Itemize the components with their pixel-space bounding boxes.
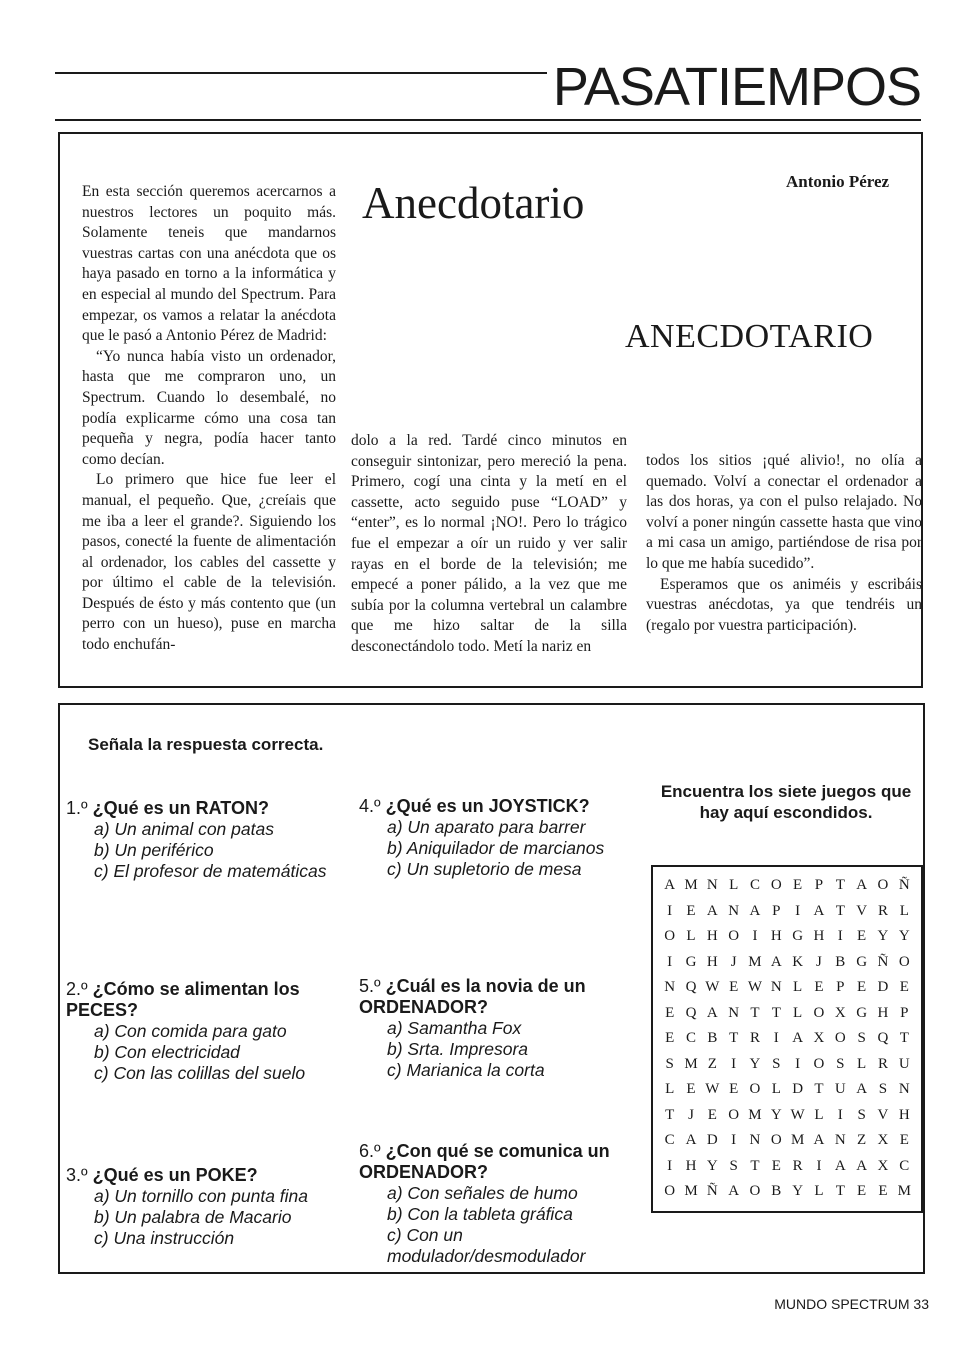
wordsearch-cell: A [813,1132,825,1149]
wordsearch-cell: G [685,953,697,970]
wordsearch-cell: A [664,877,676,894]
article-paragraph: En esta sección queremos acercarnos a nuestros lectores un poquito más. Solamente teneis que mandarnos vuestras cartas con una anécdota que os haya pasado en torno a la informática y en especial al mundo del Spectrum. Para empezar, os vamos a relatar la anécdota que le pasó a Antonio Pérez de Madrid: [82,183,336,345]
wordsearch-cell: D [877,979,889,996]
wordsearch-row [659,975,915,1001]
wordsearch-cell: A [706,1004,718,1021]
wordsearch-cell: X [877,1157,889,1174]
wordsearch-row [659,1052,915,1078]
wordsearch-cell: T [750,1004,760,1021]
wordsearch-cell: T [665,1106,675,1123]
wordsearch-cell: M [748,1106,762,1123]
wordsearch-row [659,1077,915,1103]
wordsearch-cell: I [667,1157,673,1174]
wordsearch-cell: G [856,953,868,970]
answer-option: b) Con electricidad [94,1042,240,1062]
wordsearch-cell: N [898,1081,910,1098]
wordsearch-cell: K [792,953,804,970]
wordsearch-cell: T [835,877,845,894]
answer-option: c) Marianica la corta [387,1060,545,1080]
wordsearch-cell: O [770,1132,782,1149]
wordsearch-cell: A [728,1183,740,1200]
wordsearch-cell: C [685,1030,696,1047]
wordsearch-row [659,873,915,899]
wordsearch-cell: T [835,902,845,919]
wordsearch-cell: Y [792,1183,804,1200]
wordsearch-cell: L [793,1004,803,1021]
wordsearch-cell: A [792,1030,804,1047]
article-paragraph: Esperamos que os animéis y escribáis vuestras anécdotas, ya que tendréis un (regalo por vuestra participación). [646,575,922,634]
answer-option: b) Un periférico [94,840,214,860]
wordsearch-cell: E [771,1157,781,1174]
wordsearch-cell: J [730,953,737,970]
wordsearch-cell: O [728,928,740,945]
wordsearch-cell: R [877,902,888,919]
wordsearch-cell: S [878,1081,888,1098]
wordsearch-cell: L [814,1183,824,1200]
wordsearch-row [659,950,915,976]
wordsearch-cell: S [665,1055,674,1072]
wordsearch-cell: I [667,953,673,970]
wordsearch-row [659,924,915,950]
wordsearch-cell: R [792,1157,803,1174]
wordsearch-cell: H [813,928,825,945]
wordsearch-cell: U [834,1081,846,1098]
section-title: PASATIEMPOS [547,60,921,114]
article-author: Antonio Pérez [786,172,890,191]
wordsearch-cell: W [790,1106,805,1123]
wordsearch-cell: E [729,979,739,996]
wordsearch-cell: S [729,1157,738,1174]
wordsearch-cell: E [686,902,696,919]
wordsearch-cell: Q [685,979,697,996]
article-paragraph: Lo primero que hice fue leer el manual, el pequeño. Que, ¿creíais que me iba a leer el grande?. Siguiendo los pasos, conecté la fuente de alimentación al ordenador, los cables del cassette y por último el cable de la televisión. Después de ésto y más contento que (un perro con un hueso), puse en marcha todo enchufán- [82,471,336,654]
wordsearch-cell: J [688,1106,694,1123]
question-text: 1.º ¿Qué es un RATON? [66,798,269,818]
wordsearch-cell: O [749,1081,761,1098]
wordsearch-cell: N [749,1132,761,1149]
answer-option: a) Un tornillo con punta fina [94,1186,309,1206]
wordsearch-cell: N [770,979,782,996]
wordsearch-cell: O [834,1030,846,1047]
wordsearch-cell: Y [749,1055,761,1072]
wordsearch-cell: M [748,953,762,970]
wordsearch-cell: X [834,1004,846,1021]
wordsearch-cell: L [729,877,739,894]
wordsearch-row [659,1154,915,1180]
wordsearch-cell: C [899,1157,910,1174]
wordsearch-cell: P [772,902,781,919]
article-column-1 [82,182,336,656]
wordsearch-cell: A [685,1132,697,1149]
wordsearch-cell: S [857,1106,866,1123]
wordsearch-cell: L [899,902,909,919]
quiz-question-6 [359,1141,644,1267]
wordsearch-row [659,1026,915,1052]
answer-option: c) Un supletorio de mesa [387,859,582,879]
wordsearch-cell: M [684,1055,698,1072]
wordsearch-cell: X [877,1132,889,1149]
wordsearch-cell: Y [898,928,910,945]
wordsearch-cell: M [897,1183,911,1200]
quiz-question-2 [66,979,351,1084]
wordsearch-cell: X [813,1030,825,1047]
wordsearch-cell: P [900,1004,909,1021]
wordsearch-cell: G [856,1004,868,1021]
article-paragraph: dolo a la red. Tardé cinco minutos en conseguir sintonizar, pero mereció la pena. Primero, cogí una cinta y la metí en el cassette, acto seguido puse “LOAD” y “enter”, es lo normal ¡NO!. Pero lo trágico fue el empezar a oír un ruido y ver salir rayas en el borde de la televisión; me empecé a poner pálido, a la vez que me subía por la columna vertebral un calambre que me hizo saltar de la silla desconectándolo todo. Metí la nariz en [351,432,627,655]
answer-option: c) Con las colillas del suelo [94,1063,306,1083]
wordsearch-cell: L [665,1081,675,1098]
wordsearch-cell: E [729,1081,739,1098]
answer-option: b) Aniquilador de marcianos [387,838,605,858]
wordsearch-cell: N [728,1004,740,1021]
wordsearch-cell: E [665,1004,675,1021]
wordsearch-cell: T [899,1030,909,1047]
wordsearch-cell: L [771,1081,781,1098]
wordsearch-cell: N [664,979,676,996]
wordsearch-cell: E [857,979,867,996]
wordsearch-cell: A [749,902,761,919]
wordsearch-cell: V [877,1106,889,1123]
question-text: 2.º ¿Cómo se alimentan los PECES? [66,979,300,1020]
wordsearch-cell: V [856,902,868,919]
wordsearch-cell: I [731,1132,737,1149]
wordsearch-cell: A [856,1157,868,1174]
wordsearch-cell: O [898,953,910,970]
wordsearch-cell: O [813,1004,825,1021]
question-text: 3.º ¿Qué es un POKE? [66,1165,258,1185]
wordsearch-cell: A [813,902,825,919]
wordsearch-cell: T [814,1081,824,1098]
wordsearch-cell: O [664,928,676,945]
wordsearch-cell: Y [706,1157,718,1174]
wordsearch-cell: L [686,928,696,945]
answer-option: a) Un animal con patas [94,819,274,839]
wordsearch-row [659,899,915,925]
wordsearch-cell: E [665,1030,675,1047]
header-rule-bottom [55,119,921,121]
wordsearch-cell: E [814,979,824,996]
wordsearch-cell: H [706,953,718,970]
wordsearch-cell: W [747,979,763,996]
wordsearch-cell: N [728,902,740,919]
answer-option: c) Una instrucción [94,1228,235,1248]
wordsearch-cell: P [836,979,845,996]
wordsearch-cell: O [749,1183,761,1200]
quiz-title: Señala la respuesta correcta. [88,735,324,754]
wordsearch-cell: Z [707,1055,717,1072]
wordsearch-cell: E [686,1081,696,1098]
wordsearch-cell: M [790,1132,805,1149]
wordsearch-cell: N [706,877,718,894]
wordsearch-cell: M [684,877,698,894]
wordsearch-cell: D [706,1132,718,1149]
wordsearch-cell: A [770,953,782,970]
wordsearch-cell: H [706,928,718,945]
wordsearch-cell: U [898,1055,910,1072]
wordsearch-cell: H [770,928,782,945]
answer-option: a) Samantha Fox [387,1018,522,1038]
wordsearch-cell: S [772,1055,781,1072]
wordsearch-cell: Y [770,1106,782,1123]
wordsearch-row [659,1128,915,1154]
wordsearch-cell: O [813,1055,825,1072]
wordsearch-cell: C [664,1132,675,1149]
wordsearch-cell: H [685,1157,697,1174]
wordsearch-cell: Q [685,1004,697,1021]
wordsearch-cell: I [773,1030,779,1047]
wordsearch-cell: R [877,1055,888,1072]
wordsearch-cell: L [814,1106,824,1123]
wordsearch-cell: I [837,928,843,945]
wordsearch-cell: O [877,877,889,894]
answer-option: a) Con señales de humo [387,1183,578,1203]
answer-option: b) Srta. Impresora [387,1039,529,1059]
wordsearch-cell: S [857,1030,866,1047]
wordsearch-cell: Z [857,1132,867,1149]
wordsearch-grid [651,865,923,1213]
wordsearch-cell: E [707,1106,717,1123]
wordsearch-cell: B [707,1030,718,1047]
wordsearch-cell: E [857,1183,867,1200]
answer-option: b) Un palabra de Macario [94,1207,292,1227]
wordsearch-cell: H [898,1106,910,1123]
question-text: 5.º ¿Cuál es la novia de un ORDENADOR? [359,976,586,1017]
wordsearch-cell: Ñ [706,1183,718,1200]
wordsearch-cell: I [667,902,673,919]
article-title: Anecdotario [362,178,585,228]
question-text: 6.º ¿Con qué se comunica un ORDENADOR? [359,1141,610,1182]
answer-option: a) Con comida para gato [94,1021,287,1041]
answer-option: c) Con un modulador/desmodulador [387,1225,586,1266]
wordsearch-cell: E [793,877,803,894]
wordsearch-row [659,1103,915,1129]
wordsearch-cell: T [835,1183,845,1200]
article-paragraph: “Yo nunca había visto un ordenador, hasta que me compraron uno, un Spectrum. Cuando lo desembalé, no podía explicarme cómo una cosa tan pequeña y negra, podía hacer tanto como decían. [82,347,336,468]
wordsearch-row [659,1001,915,1027]
wordsearch-cell: E [899,1132,909,1149]
wordsearch-cell: T [750,1157,760,1174]
wordsearch-cell: T [729,1030,739,1047]
wordsearch-cell: J [816,953,822,970]
wordsearch-cell: S [836,1055,845,1072]
wordsearch-cell: H [877,1004,889,1021]
wordsearch-cell: C [749,877,760,894]
wordsearch-cell: I [795,1055,801,1072]
wordsearch-row [659,1179,915,1205]
wordsearch-cell: P [814,877,824,894]
wordsearch-cell: B [835,953,846,970]
wordsearch-cell: E [878,1183,888,1200]
wordsearch-cell: O [728,1106,740,1123]
wordsearch-cell: O [770,877,782,894]
page-footer: MUNDO SPECTRUM 33 [774,1296,929,1312]
quiz-question-5 [359,976,644,1081]
wordsearch-cell: A [706,902,718,919]
quiz-question-3 [66,1165,351,1249]
wordsearch-cell: I [795,902,801,919]
wordsearch-cell: I [837,1106,843,1123]
wordsearch-cell: W [705,1081,720,1098]
wordsearch-cell: E [899,979,909,996]
wordsearch-cell: I [816,1157,822,1174]
wordsearch-cell: I [752,928,758,945]
article-subtitle: ANECDOTARIO [625,318,874,355]
wordsearch-title: Encuentra los siete juegos que hay aquí escondidos. [660,782,912,822]
wordsearch-cell: B [771,1183,782,1200]
article-paragraph: todos los sitios ¡qué alivio!, no olía a quemado. Volví a conectar el ordenador a las dos horas, ya con el pulso relajado. No volví a poner ningún cassette hasta que vino a mi casa un amigo, partiéndose de risa por lo que me había sucedido”. [646,452,922,572]
wordsearch-cell: R [749,1030,760,1047]
wordsearch-cell: Ñ [898,877,910,894]
wordsearch-cell: W [705,979,720,996]
wordsearch-cell: Ñ [877,953,889,970]
wordsearch-cell: G [792,928,804,945]
answer-option: c) El profesor de matemáticas [94,861,327,881]
wordsearch-cell: Q [877,1030,889,1047]
quiz-question-4 [359,796,644,880]
article-column-2 [351,431,627,658]
wordsearch-cell: M [684,1183,698,1200]
question-text: 4.º ¿Qué es un JOYSTICK? [359,796,590,816]
wordsearch-cell: I [731,1055,737,1072]
wordsearch-cell: E [857,928,867,945]
quiz-question-1 [66,798,351,882]
wordsearch-cell: N [834,1132,846,1149]
wordsearch-cell: T [771,1004,781,1021]
wordsearch-cell: A [856,877,868,894]
wordsearch-cell: A [834,1157,846,1174]
wordsearch-cell: L [793,979,803,996]
wordsearch-cell: O [664,1183,676,1200]
wordsearch-cell: A [856,1081,868,1098]
answer-option: a) Un aparato para barrer [387,817,586,837]
article-column-3 [646,451,922,636]
answer-option: b) Con la tableta gráfica [387,1204,573,1224]
wordsearch-cell: Y [877,928,889,945]
wordsearch-cell: L [857,1055,867,1072]
wordsearch-cell: D [792,1081,804,1098]
